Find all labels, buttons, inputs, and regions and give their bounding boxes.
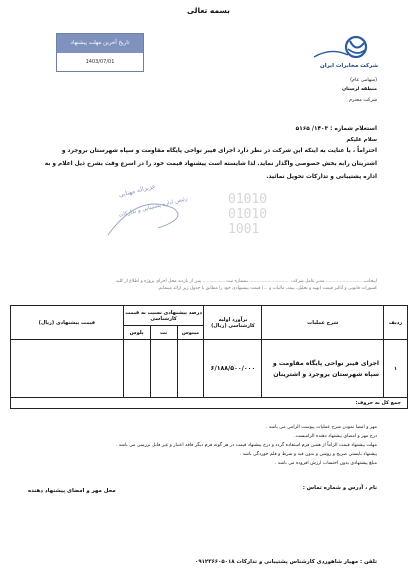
cell-minus[interactable]: [177, 340, 204, 398]
greeting: سلام علیکم: [346, 137, 377, 143]
page-title: بسمه تعالی: [187, 6, 230, 15]
inquiry-label: استعلام شماره :: [330, 126, 377, 132]
address-label: نام ، آدرس و شماره تماس :: [302, 485, 377, 491]
note-1: مهر و امضا نمودن شرح عملیات پیوست الزامی می باشد .: [265, 425, 377, 430]
contact-line: تلفن : مهیار شاهوردی کارشناس پشتیبانی و تدارکات ۰۹۱۲۳۶۶۰۵۰۱۸: [195, 559, 377, 565]
header-plus: پلوس: [123, 326, 150, 340]
cell-price[interactable]: [11, 340, 124, 398]
header-net: نت: [150, 326, 177, 340]
company-type: (سهامی عام): [350, 78, 377, 83]
region-name: منطقه لرستان: [342, 87, 377, 92]
deadline-box: [56, 33, 144, 72]
paragraph-line-1: احتراماً ، با عنایت به اینکه این شرکت در نظر دارد اجرای فیبر نواحی پایگاه مقاومت و سپاه شهرستان بروجرد و: [61, 148, 377, 154]
deadline-value: 1403/07/01: [85, 59, 115, 65]
company-name: شرکت مخابرات ایران: [320, 63, 378, 69]
header-minus: مینوس: [177, 326, 204, 340]
fill-line-2: کسورات قانونی و آنالیز قیمت (تهیه و تحلیل، بیمه، مالیات و ...) قیمت پیشنهادی خود را مطابق با جدول زیر ارائه مینمایم.: [157, 286, 377, 291]
company-logo-icon: [306, 33, 376, 63]
paragraph-line-3: اداره پشتیبانی و تدارکات تحویل نمائید.: [266, 174, 377, 180]
fill-line-1: اینجانب .......................... مدیر عامل شرکت ............................. بشماره ثبت ................ پس از بازدید محل اجرای پروژه و اطلاع از کلیه: [115, 279, 377, 284]
note-5: مبلغ پیشنهادی بدون احتساب ارزش افزوده می باشد .: [274, 461, 377, 466]
deadline-label: تاریخ آخرین مهلت پیشنهاد: [57, 34, 143, 53]
table-row: [11, 340, 408, 398]
stamp-digits-2: 01010: [228, 207, 268, 222]
note-3: مهلت پیشنهاد قیمت الزاماً از همین فرم استفاده گردد و درج پیشنهاد قیمت در هر گونه فرم دیگر فاقد اعتبار و غیر قابل بررسی می باشد .: [115, 443, 377, 448]
header-percent-group: درصد پیشنهادی نسبت به قیمت کارشناسی: [123, 306, 204, 326]
cell-plus[interactable]: [123, 340, 150, 398]
stamp-digits-1: 01010: [228, 192, 268, 207]
header-row-number: ردیف: [384, 306, 408, 340]
cell-net[interactable]: [150, 340, 177, 398]
header-price: قیمت پیشنهادی (ریال): [11, 306, 124, 340]
inquiry-number: ۱۴۰۳/ ۵۱۶۵: [295, 126, 329, 132]
header-estimate: برآورد اولیه کارشناسی (ریال): [204, 306, 262, 340]
recipient: شرکت محترم: [349, 98, 377, 103]
paragraph-line-2: اشترینان رابه بخش خصوصی واگذار نماید. لذا شایسته است پیشنهاد قیمت خود را در اسرع وقت بشرح ذیل اعلام و به: [44, 161, 377, 167]
cell-estimate: ۶/۱۸۸/۵۰۰/۰۰۰: [204, 340, 262, 398]
header-description: شرح عملیات: [262, 306, 384, 340]
seal-label: محل مهر و امضای پیشنهاد دهنده: [28, 488, 116, 494]
note-4: پیشنهاد بایستی صریح و روشن و بدون قید و شرط و قلم خوردگی باشد .: [239, 452, 377, 457]
signer-title: رئیس اداره پشتیبانی و تدارکات: [118, 195, 189, 219]
price-table: [10, 305, 408, 409]
cell-row-number: ۱: [384, 340, 408, 398]
cell-description: اجرای فیبر نواحی پایگاه مقاومت و سپاه شهرستان بروجرد و اشترینان: [262, 340, 384, 398]
signature-stamp-icon: [78, 173, 278, 253]
stamp-digits-3: 1001: [228, 222, 260, 237]
note-2: درج مهر و امضای پیشنهاد دهنده الزامیست.: [294, 434, 377, 439]
total-in-words[interactable]: جمع کل به حروف:: [11, 398, 408, 409]
signer-name: عزیزاله مهتابی: [118, 182, 157, 199]
inquiry-line: [28, 125, 377, 133]
